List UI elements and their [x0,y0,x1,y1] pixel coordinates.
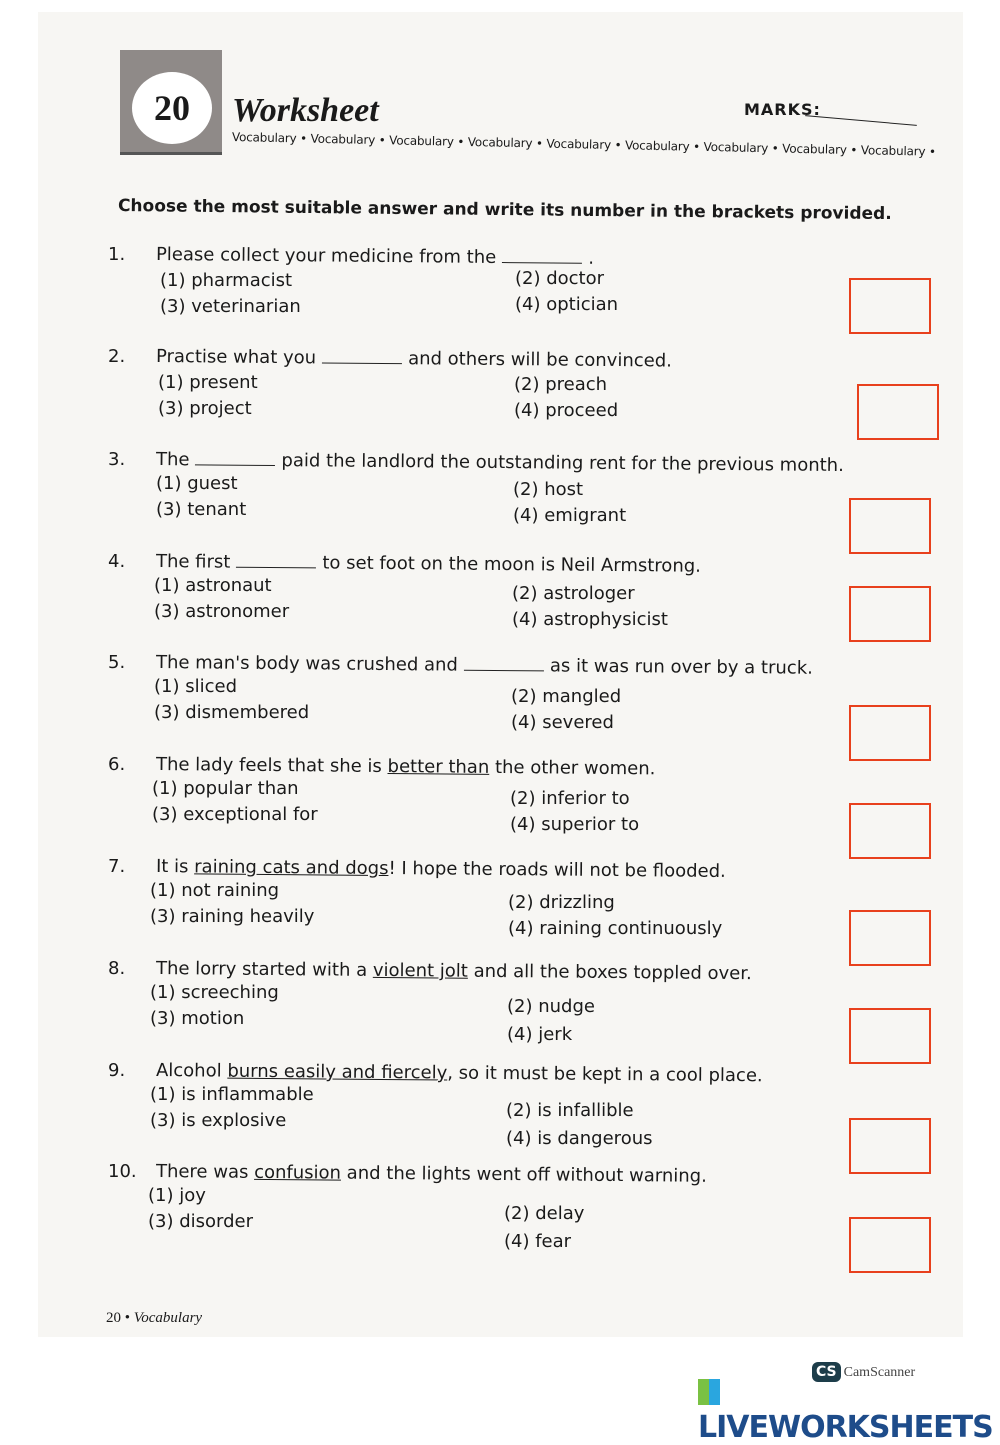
option-3: (3) tenant [156,499,247,520]
option-4: (4) fear [504,1231,572,1252]
underlined-phrase: better than [387,756,490,778]
question-number: 5. [108,652,126,673]
option-4: (4) raining continuously [508,918,723,939]
option-3: (3) disorder [148,1211,254,1232]
option-1: (1) sliced [154,676,237,697]
option-3: (3) raining heavily [150,906,315,927]
option-3: (3) project [158,398,252,419]
answer-blank [236,567,316,569]
option-2: (2) inferior to [510,788,630,809]
page-footer [106,1310,202,1327]
stem-after: and the lights went off without warning. [340,1162,707,1187]
option-4: (4) superior to [510,814,640,835]
answer-blank [502,262,582,264]
option-4: (4) astrophysicist [512,609,668,630]
worksheet-title: Worksheet [232,92,379,129]
worksheet-number-badge [120,50,222,155]
question-number: 2. [108,346,126,367]
stem-after: and all the boxes toppled over. [467,960,752,985]
stem-before: Practise what you [155,346,317,369]
option-1: (1) astronaut [154,575,272,596]
liveworksheets-text: LIVEWORKSHEETS [698,1410,993,1445]
option-2: (2) mangled [511,686,622,707]
option-3: (3) astronomer [154,601,290,622]
option-2: (2) astrologer [512,583,635,604]
option-2: (2) drizzling [508,892,615,913]
camscanner-logo: CS [812,1362,841,1382]
stem-after: to set foot on the moon is Neil Armstrong. [322,552,702,577]
question-number: 4. [108,551,126,572]
option-4: (4) jerk [507,1024,573,1045]
stem-before: The lorry started with a [155,958,373,981]
stem-before: The lady feels that she is [155,754,388,778]
question-number: 10. [108,1161,137,1182]
option-2: (2) delay [504,1203,585,1224]
option-1: (1) pharmacist [160,270,293,291]
answer-box-6[interactable] [849,803,931,859]
question-number: 1. [108,244,126,265]
question-number: 7. [108,856,126,877]
stem-before: The man's body was crushed and [155,652,458,676]
answer-box-5[interactable] [849,705,931,761]
stem-after: as it was run over by a truck. [549,655,813,679]
stem-before: Alcohol [155,1060,228,1082]
option-4: (4) proceed [514,400,619,421]
option-3: (3) dismembered [154,702,310,723]
stem-before: There was [155,1161,255,1183]
answer-box-10[interactable] [849,1217,931,1273]
option-2: (2) nudge [507,996,595,1017]
option-1: (1) popular than [152,778,299,799]
option-1: (1) joy [148,1185,206,1206]
stem-after: the other women. [489,756,656,780]
question-number: 9. [108,1060,126,1081]
answer-box-2[interactable] [857,384,939,440]
underlined-phrase: raining cats and dogs [194,856,389,880]
stem-after: , so it must be kept in a cool place. [447,1062,763,1087]
stem-after: ! I hope the roads will not be flooded. [388,858,726,882]
answer-box-1[interactable] [849,278,931,334]
option-4: (4) severed [511,712,614,733]
question-number: 3. [108,449,126,470]
underlined-phrase: burns easily and fiercely [227,1060,448,1084]
question-stem [156,244,594,269]
option-4: (4) is dangerous [506,1128,653,1149]
option-2: (2) preach [514,374,608,395]
footer-page: 20 • [106,1310,131,1326]
answer-box-3[interactable] [849,498,931,554]
answer-box-7[interactable] [849,910,931,966]
option-3: (3) exceptional for [152,804,318,825]
stem-after: and others will be convinced. [408,348,673,372]
liveworksheets-icon [698,1379,720,1405]
answer-box-9[interactable] [849,1118,931,1174]
answer-box-8[interactable] [849,1008,931,1064]
stem-before: Please collect your medicine from the [155,244,497,268]
option-3: (3) is explosive [150,1110,287,1131]
camscanner-text: CamScanner [843,1365,916,1380]
stem-after: . [588,247,595,269]
option-4: (4) optician [515,294,619,315]
option-1: (1) screeching [150,982,279,1003]
answer-box-4[interactable] [849,586,931,642]
option-2: (2) is infallible [506,1100,634,1121]
answer-blank [195,464,275,466]
option-1: (1) is inflammable [150,1084,314,1105]
marks-label: MARKS: [744,100,821,119]
option-3: (3) veterinarian [160,296,301,317]
option-1: (1) guest [156,473,238,494]
answer-blank [322,362,402,364]
stem-before: The [155,449,190,471]
answer-blank [464,670,544,672]
footer-section: Vocabulary [133,1310,203,1326]
instruction: Choose the most suitable answer and write its number in the brackets provided. [117,196,892,225]
option-2: (2) doctor [515,268,605,289]
underlined-phrase: violent jolt [372,959,468,982]
underlined-phrase: confusion [254,1161,342,1184]
option-1: (1) present [158,372,258,393]
worksheet-subtitle: Vocabulary • Vocabulary • Vocabulary • Vocabulary • Vocabulary • Vocabulary • Vocabulary • Vocabulary • Vocabulary • [231,130,936,159]
question-stem [156,346,672,372]
option-1: (1) not raining [150,880,280,901]
worksheet-number: 20 [132,72,212,144]
liveworksheets-logo [698,1375,1000,1445]
option-2: (2) host [513,479,584,500]
option-4: (4) emigrant [513,505,627,526]
question-stem [156,754,656,779]
question-number: 8. [108,958,126,979]
stem-after: paid the landlord the outstanding rent for the previous month. [281,450,844,477]
stem-before: The first [155,551,231,573]
stem-before: It is [155,856,195,878]
question-number: 6. [108,754,126,775]
option-3: (3) motion [150,1008,245,1029]
